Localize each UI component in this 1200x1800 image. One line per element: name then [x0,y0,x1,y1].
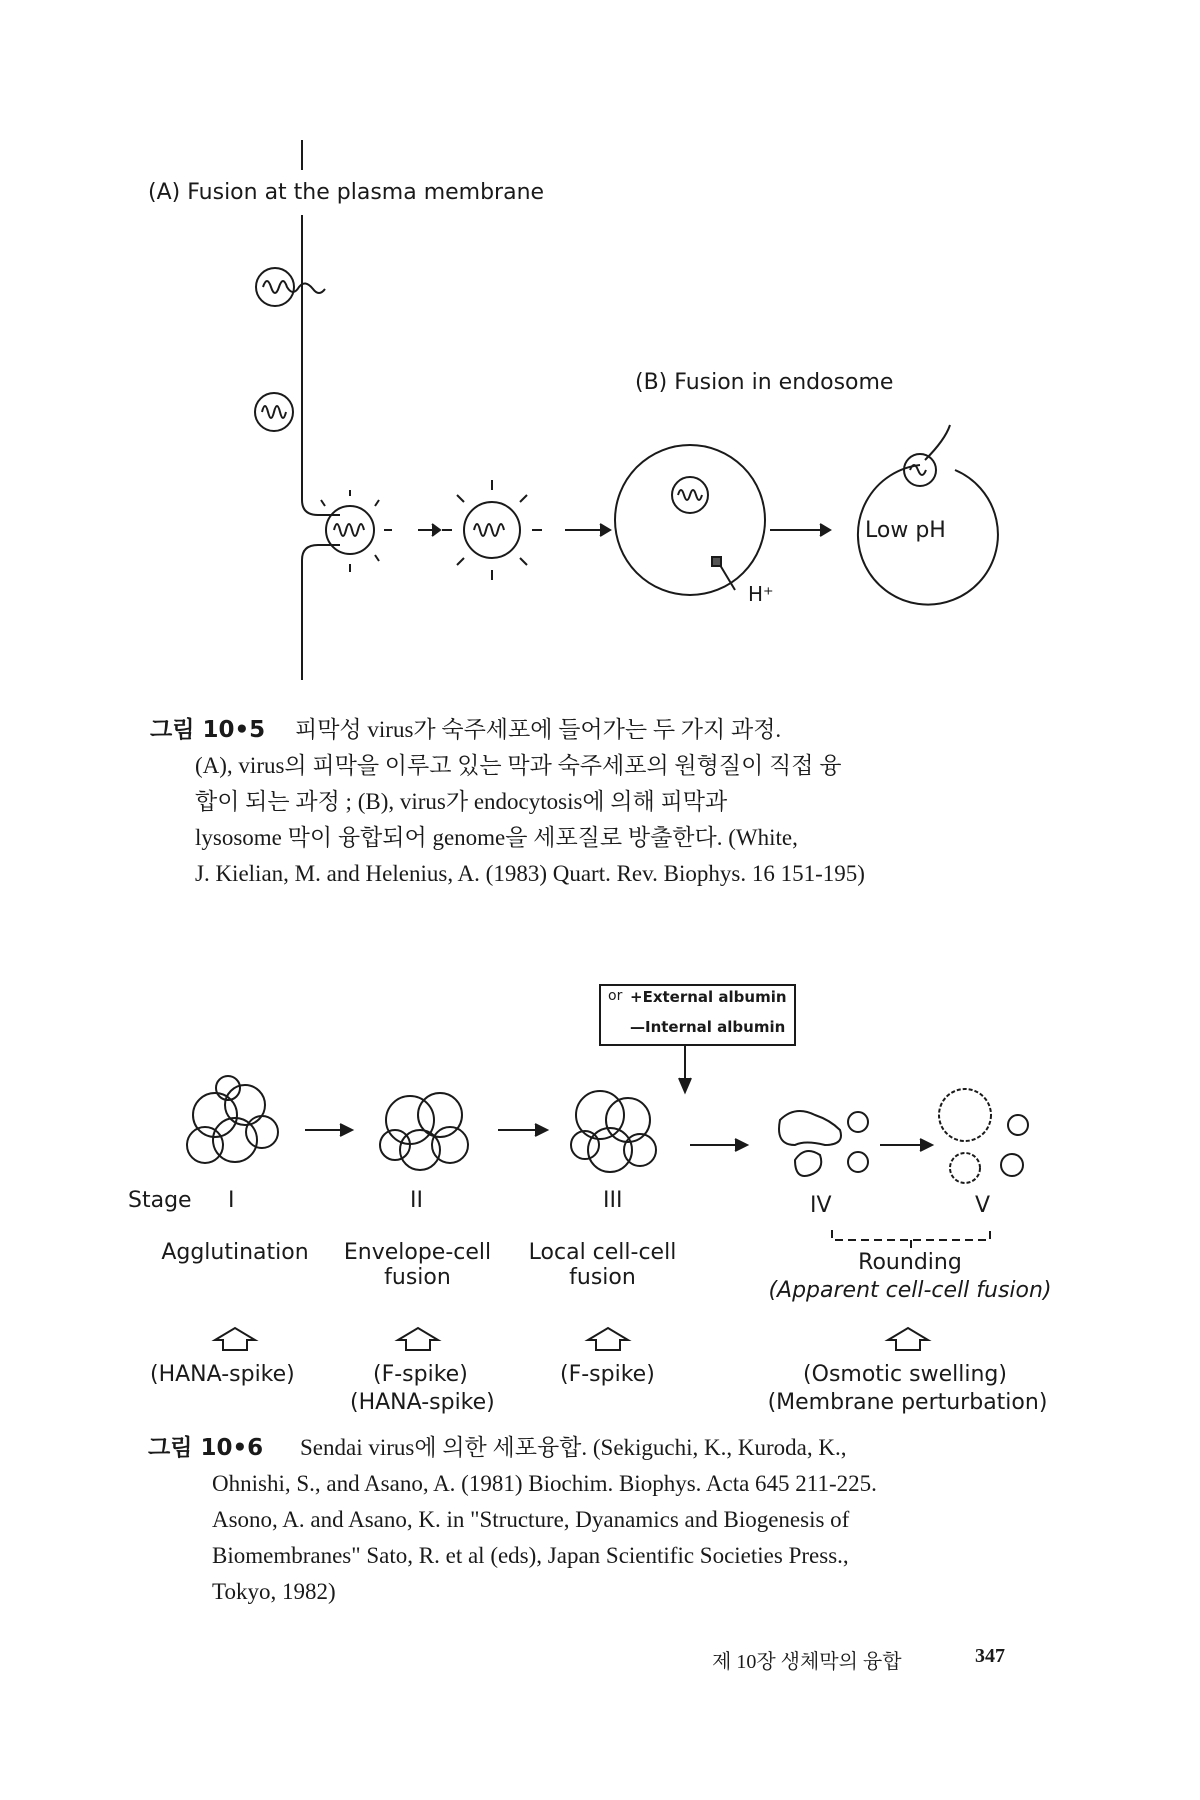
spike-marker-2 [398,1328,438,1350]
panel-b-title: (B) Fusion in endosome [635,370,894,395]
figure-10-6-caption-line-3: Asono, A. and Asano, K. in "Structure, Dyanamics and Biogenesis of [212,1507,850,1532]
cell-group-stage-4 [779,1111,868,1176]
spike-marker-3 [588,1328,628,1350]
stage-arrow-3 [690,1139,747,1151]
stage-name-apparent-fusion: (Apparent cell-cell fusion) [768,1278,1052,1303]
figure-10-5-caption-line-3: 합이 되는 과정 ; (B), virus가 endocytosis에 의해 피막과 [195,789,728,814]
spike-marker-1 [215,1328,255,1350]
cell-group-stage-5 [939,1089,1028,1183]
spike-hana-1: (HANA-spike) [150,1362,295,1387]
albumin-minus-label: —Internal albumin [630,1018,786,1036]
spike-f-2: (F-spike) [560,1362,655,1387]
page-number: 347 [975,1645,1005,1667]
stage-3-numeral: III [603,1188,623,1213]
cell-cluster-stage-2 [380,1093,468,1170]
albumin-plus-label: +External albumin [630,988,787,1006]
albumin-arrow [679,1045,691,1092]
stage-5-numeral: V [975,1193,991,1218]
figure-10-5-caption-line-5: J. Kielian, M. and Helenius, A. (1983) Quart. Rev. Biophys. 16 151-195) [195,861,865,886]
stage-name-agglutination: Agglutination [161,1240,309,1265]
cell-cluster-stage-3 [571,1091,656,1172]
albumin-or: or [608,988,623,1004]
figure-10-5-caption-line-1: 피막성 virus가 숙주세포에 들어가는 두 가지 과정. [295,717,782,742]
stage-name-envelope-cell-fusion: Envelope-cell fusion [343,1240,492,1290]
figure-10-5-caption-line-4: lysosome 막이 융합되어 genome을 세포질로 방출한다. (White, [195,825,798,850]
figure-10-5-caption-line-2: (A), virus의 피막을 이루고 있는 막과 숙주세포의 원형질이 직접 융 [195,753,842,778]
stage-arrow-2 [498,1124,547,1136]
stage-name-local-cell-fusion: Local cell-cell fusion [528,1240,677,1290]
spike-osmotic-swelling: (Osmotic swelling) [803,1362,1007,1387]
figure-10-6-caption-line-5: Tokyo, 1982) [212,1579,336,1604]
stage-bracket [832,1230,990,1240]
stage-label: Stage [128,1188,192,1213]
spike-f-1: (F-spike) [373,1362,468,1387]
stage-arrow-4 [880,1139,932,1151]
stage-2-numeral: II [410,1188,423,1213]
chapter-footer: 제 10장 생체막의 융합 [712,1651,902,1673]
figure-10-6-caption-line-1: Sendai virus에 의한 세포융합. (Sekiguchi, K., Kuroda, K., [300,1435,847,1460]
figure-10-5-number: 그림 10•5 [150,717,266,743]
spike-hana-2: (HANA-spike) [350,1390,495,1415]
stage-name-rounding: Rounding [858,1250,962,1275]
spike-marker-4 [888,1328,928,1350]
spike-membrane-perturbation: (Membrane perturbation) [767,1390,1048,1415]
figure-10-6-caption-line-4: Biomembranes" Sato, R. et al (eds), Japan Scientific Societies Press., [212,1543,849,1568]
proton-label: H⁺ [748,582,774,606]
stage-arrow-1 [305,1124,352,1136]
figure-10-6-caption-line-2: Ohnishi, S., and Asano, A. (1981) Biochim. Biophys. Acta 645 211-225. [212,1471,877,1496]
stage-1-numeral: I [228,1188,235,1213]
figure-10-6-number: 그림 10•6 [148,1435,264,1461]
panel-a-title: (A) Fusion at the plasma membrane [148,180,545,205]
low-ph-label: Low pH [865,518,946,543]
cell-cluster-stage-1 [187,1076,278,1163]
stage-4-numeral: IV [810,1193,832,1218]
